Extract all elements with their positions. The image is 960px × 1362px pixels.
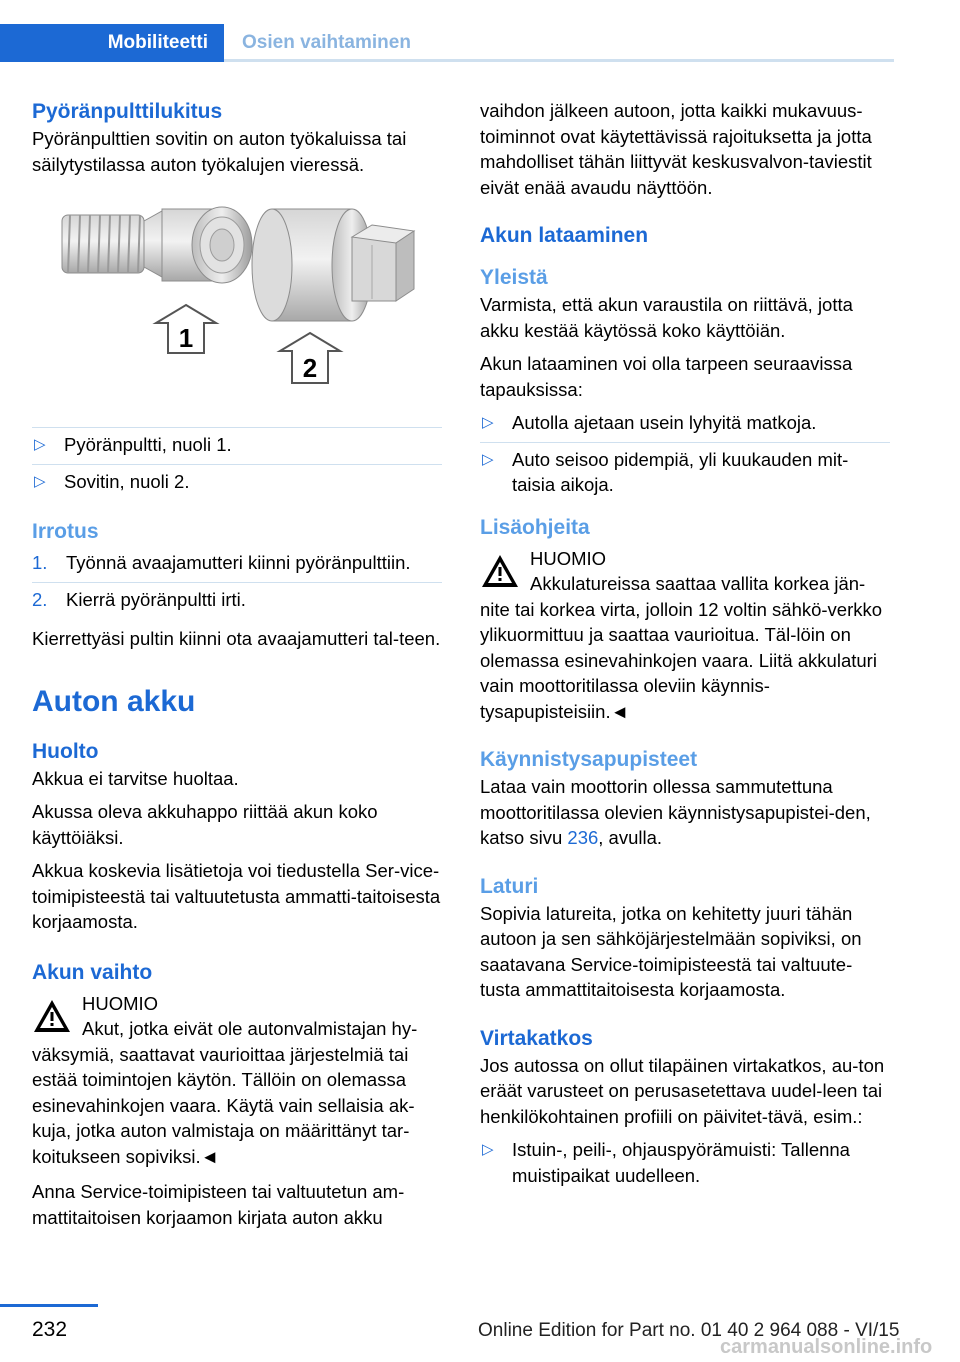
- virtakatkos-list: [480, 1133, 890, 1194]
- list-item: ▷ Autolla ajetaan usein lyhyitä matkoja.: [480, 406, 890, 443]
- tab-osien-vaihtaminen[interactable]: Osien vaihtaminen: [242, 32, 411, 53]
- figure-legend-list: [32, 427, 442, 500]
- huolto-text-3: Akkua koskevia lisätietoja voi tiedustella Ser-vice-toimipisteestä tai valtuutetusta ammatti-taitoisesta korjaamosta.: [32, 860, 441, 932]
- bolt-shape: [62, 207, 252, 283]
- list-item: 2. Kierrä pyöränpultti irti.: [32, 588, 246, 610]
- page-link-236[interactable]: 236: [567, 827, 599, 848]
- section-title-huolto: Huolto: [32, 739, 99, 763]
- yleista-text-2: Akun lataaminen voi olla tarpeen seuraavissa tapauksissa:: [480, 353, 853, 400]
- triangle-bullet-icon: ▷: [482, 1141, 494, 1158]
- wheelbolt-text: Pyöränpulttien sovitin on auton työkaluissa tai säilytystilassa auton työkalujen vieressä.: [32, 128, 407, 175]
- irrotus-steps: [32, 546, 442, 618]
- list-item: 1. Työnnä avaajamutteri kiinni pyöränpulttiin.: [32, 546, 442, 583]
- triangle-bullet-icon: ▷: [482, 414, 494, 431]
- list-item: ▷ Istuin-, peili-, ohjauspyörämuisti: Tallenna muistipaikat uudelleen.: [482, 1139, 850, 1186]
- huolto-text-2: Akussa oleva akkuhappo riittää akun koko käyttöiäksi.: [32, 801, 378, 848]
- header-tabs: [0, 24, 894, 62]
- triangle-bullet-icon: ▷: [34, 436, 46, 453]
- list-item: ▷ Sovitin, nuoli 2.: [32, 465, 442, 501]
- yleista-list: [480, 406, 890, 504]
- vaihto-after-text: Anna Service-toimipisteen tai valtuutetun am-mattitaitoisen korjaamon kirjata auton akku: [32, 1181, 405, 1228]
- list-item: ▷ Auto seisoo pidempiä, yli kuukauden mit-taisia aikoja.: [482, 448, 849, 495]
- section-title-kaynnistysapupisteet: Käynnistysapupisteet: [480, 748, 698, 771]
- triangle-bullet-icon: ▷: [482, 450, 494, 468]
- warning-title: HUOMIO: [530, 547, 607, 569]
- wheelbolt-figure: [32, 203, 442, 413]
- warning-text: Akkulatureissa saattaa vallita korkea jän-nite tai korkea virta, jolloin 12 voltin sähkö-verkko ylikuormittuu ja saattaa vaurioitua. Täl-löin on olemassa esinevahinkojen vaara. Liitä akkulaturi vain moottoritilassa oleviin käynnis-tysapupisteisiin.◄: [480, 573, 883, 722]
- wheelbolt-illustration: [32, 203, 442, 413]
- warning-lisaohjeita: [480, 546, 890, 725]
- yleista-text-1: Varmista, että akun varaustila on riittävä, jotta akku kestää käytössä koko käyttöiän.: [480, 294, 853, 341]
- arrow-2-icon: [280, 333, 340, 383]
- warning-triangle-icon: [32, 997, 72, 1035]
- section-title-virtakatkos: Virtakatkos: [480, 1026, 593, 1050]
- section-title-laturi: Laturi: [480, 874, 539, 898]
- huolto-text-1: Akkua ei tarvitse huoltaa.: [32, 767, 239, 789]
- section-title-lisaohjeita: Lisäohjeita: [480, 515, 590, 539]
- adapter-shape: [252, 209, 414, 321]
- list-item: ▷ Pyöränpultti, nuoli 1.: [32, 428, 442, 465]
- section-title-yleista: Yleistä: [480, 266, 548, 289]
- section-title-lataaminen: Akun lataaminen: [480, 224, 649, 247]
- left-column: [32, 98, 442, 1230]
- watermark: carmanualsonline.info: [720, 1336, 933, 1358]
- svg-text:2: 2: [302, 353, 318, 383]
- virtakatkos-text: Jos autossa on ollut tilapäinen virtakatkos, au-ton eräät varusteet on perusasetettava uudel-leen tai henkilökohtainen profiili on päivitet-tävä, esim.:: [480, 1054, 885, 1127]
- svg-text:1: 1: [178, 323, 194, 353]
- section-title-vaihto: Akun vaihto: [32, 960, 153, 984]
- edition-text: Online Edition for Part no. 01 40 2 964 088 - VI/15: [478, 1320, 900, 1341]
- arrow-1-icon: [156, 305, 216, 353]
- triangle-bullet-icon: ▷: [34, 472, 46, 490]
- section-title-wheelbolt: Pyöränpulttilukitus: [32, 100, 223, 123]
- footer-rule: [0, 1304, 98, 1307]
- warning-vaihto: [32, 991, 442, 1170]
- laturi-text: Sopivia latureita, jotka on kehitetty juuri tähän autoon ja sen sähköjärjestelmään sopiviksi, on saatavana Service-toimipisteestä tai valtuute-tusta ammattitaitoisesta korjaamosta.: [480, 902, 862, 1000]
- chapter-title-battery: Auton akku: [32, 684, 196, 718]
- page-number: 232: [32, 1318, 68, 1341]
- kaynnistys-text: Lataa vain moottorin ollessa sammutettuna moottoritilassa olevien käynnistysapupistei-den, katso sivu 236, avulla.: [480, 776, 871, 848]
- warning-title: HUOMIO: [82, 992, 159, 1014]
- tab-mobiliteetti[interactable]: Mobiliteetti: [0, 24, 224, 62]
- warning-text: Akut, jotka eivät ole autonvalmistajan hy-väksymiä, saattavat vaurioittaa järjestelmiä tai estää toimintojen käytön. Tällöin on olemassa esinevahinkojen vaara. Käytä vain sellaisia ak-kuja, jotka auton valmistaja on määrittänyt tar-koitukseen sopiviksi.◄: [32, 1018, 418, 1167]
- continued-text: vaihdon jälkeen autoon, jotta kaikki mukavuus-toiminnot ovat käytettävissä rajoituksetta ja jotta mahdolliset tähän liittyvät keskusvalvon-taviestit eivät enää avaudu näyttöön.: [480, 100, 872, 198]
- section-title-irrotus: Irrotus: [32, 520, 99, 543]
- warning-triangle-icon: [480, 552, 520, 590]
- irrotus-after-text: Kierrettyäsi pultin kiinni ota avaajamutteri tal-teen.: [32, 628, 441, 649]
- right-column: [480, 98, 890, 1202]
